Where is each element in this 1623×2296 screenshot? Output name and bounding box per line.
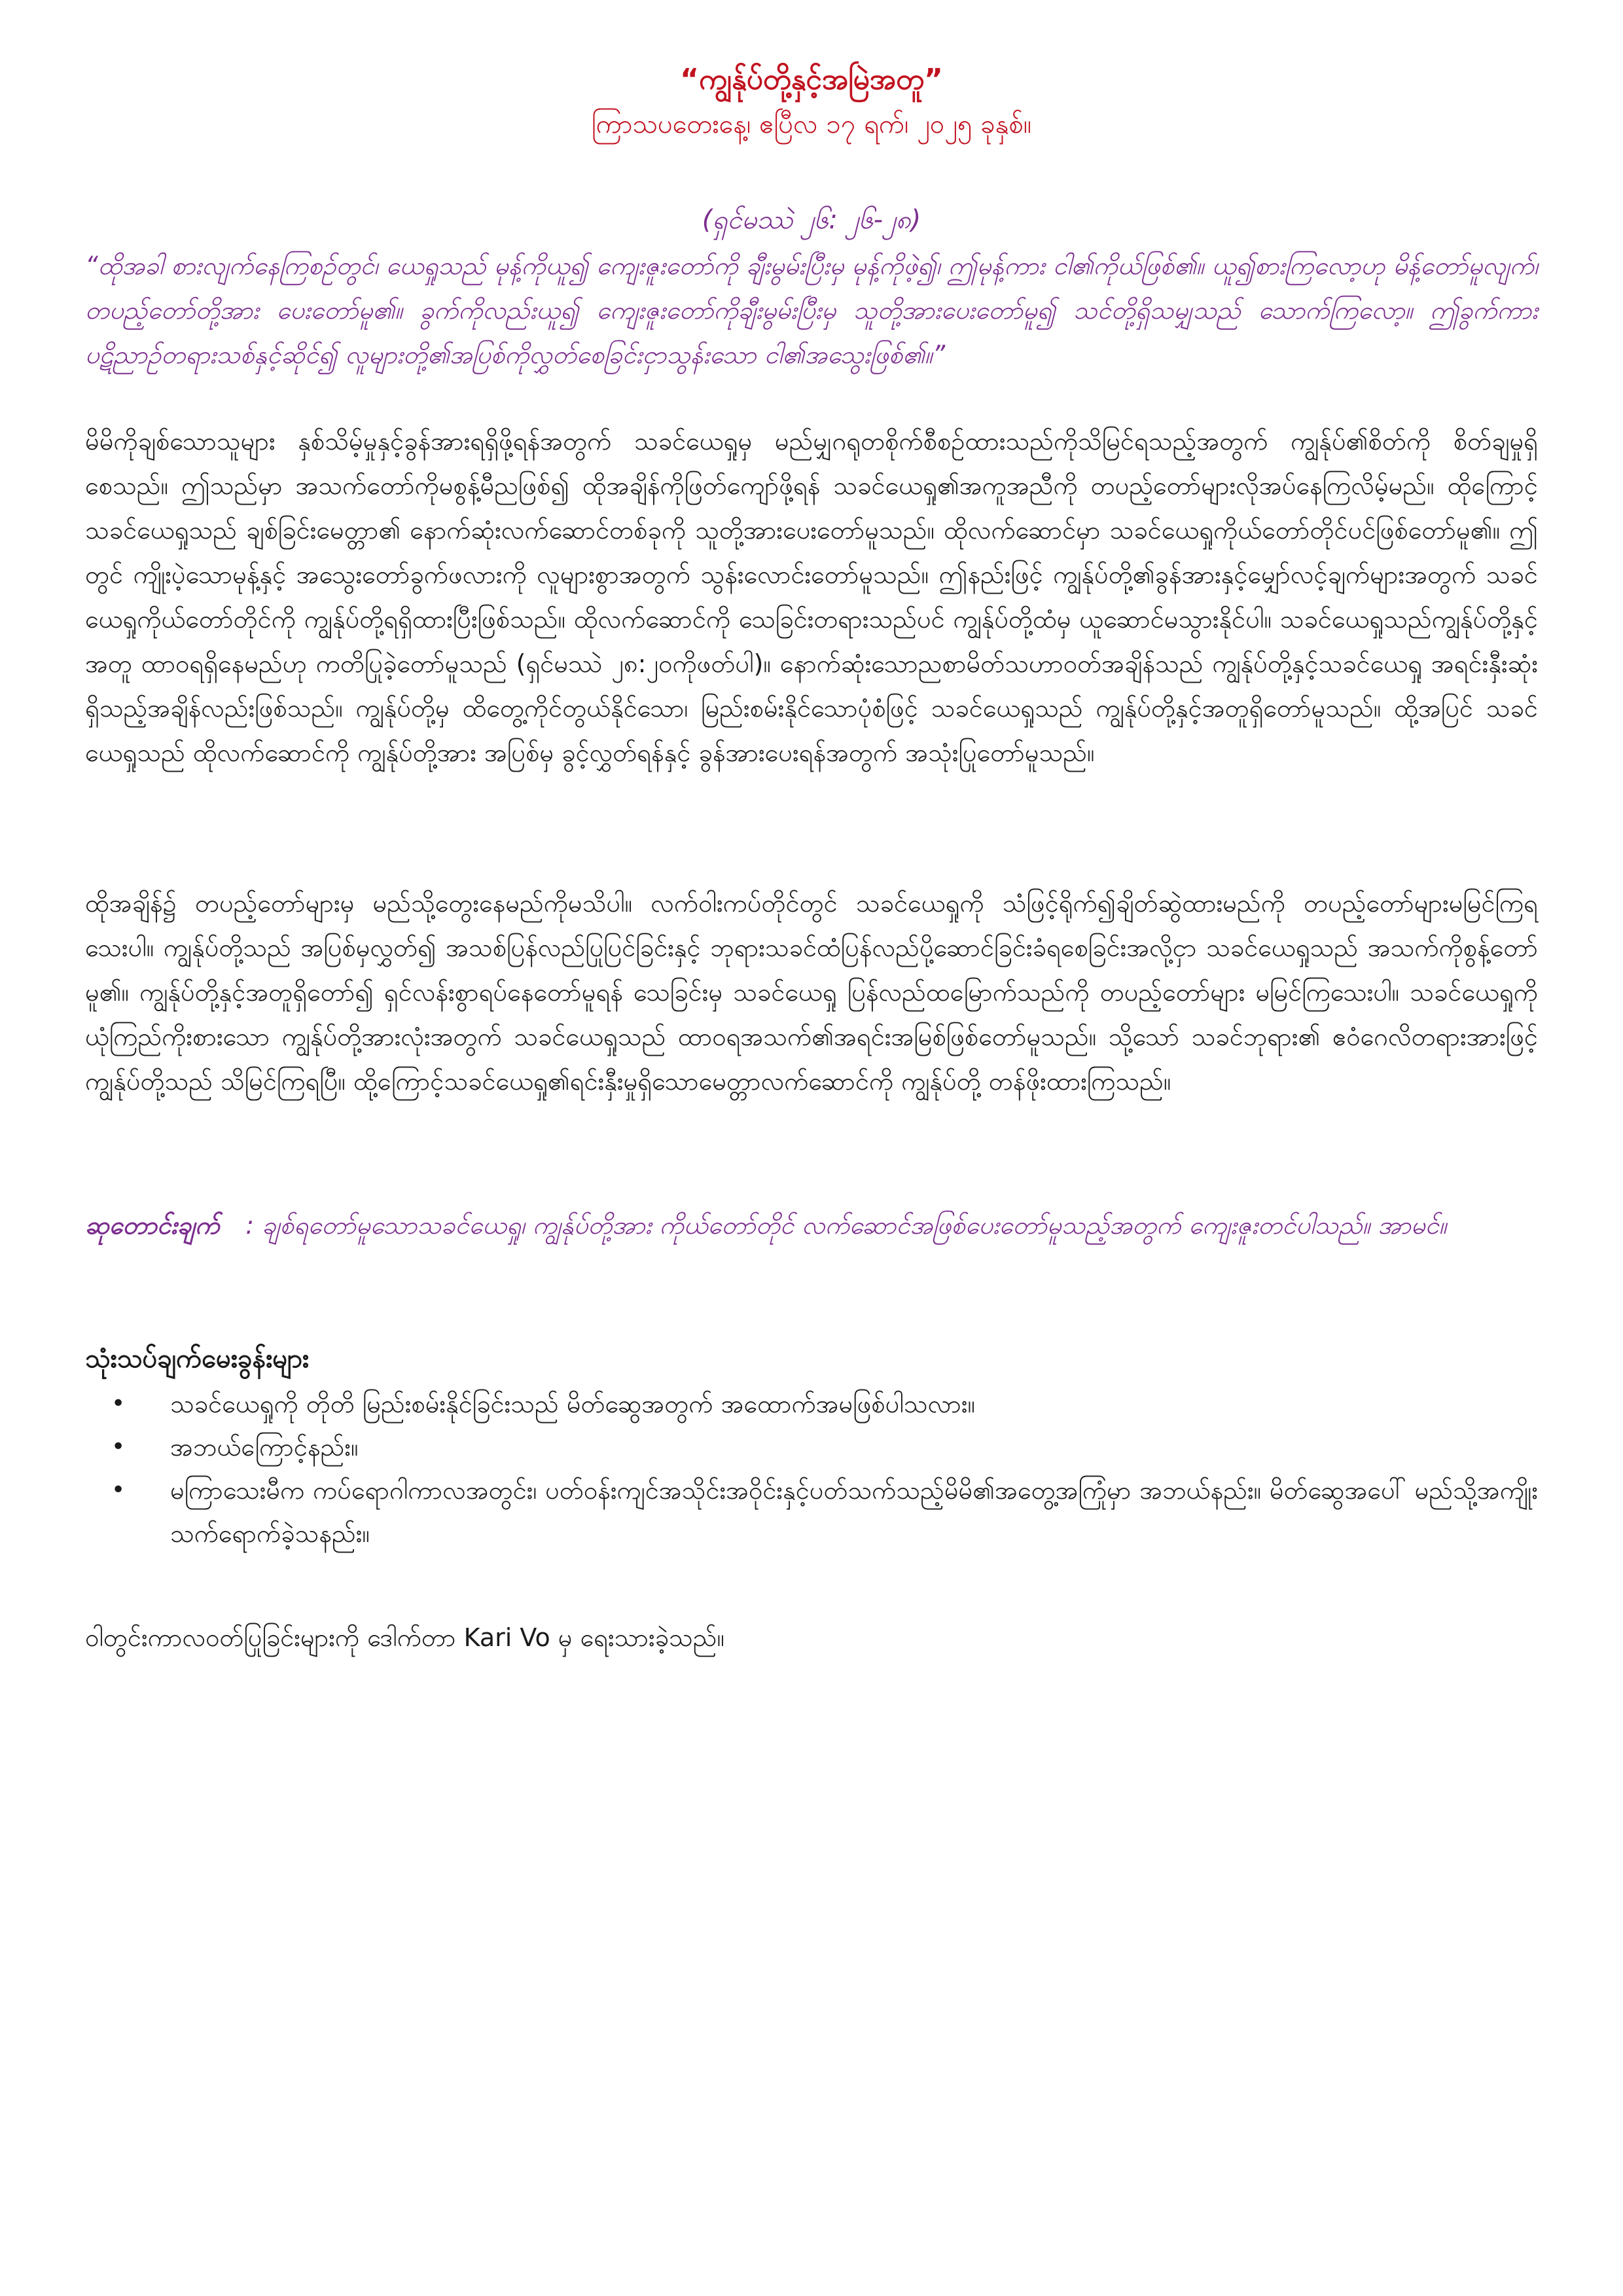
- bullet-icon: •: [111, 1390, 126, 1417]
- list-item: [85, 1426, 1538, 1469]
- page-title: “ကျွန်ုပ်တို့နှင့်အမြဲအတူ”: [680, 63, 943, 96]
- question-text: အဘယ်ကြောင့်နည်း။: [170, 1433, 359, 1462]
- devotion-date: ကြာသပတေးနေ့၊ ဧပြီလ ၁၇ ရက်၊ ၂၀၂၅ ခုနှစ်။: [592, 109, 1031, 139]
- prayer-text: ချစ်ရတော်မူသောသခင်ယေရှု၊ ကျွန်ုပ်တို့အား ကိုယ်တော်တိုင် လက်ဆောင်အဖြစ်ပေးတော်မူသည့်အတွက် ကျေးဇူးတင်ပါသည်။ အာမင်။: [262, 1211, 1447, 1240]
- question-text: မကြာသေးမီက ကပ်ရောဂါကာလအတွင်း၊ ပတ်ဝန်းကျင်အသိုင်းအဝိုင်းနှင့်ပတ်သက်သည့်မိမိ၏အတွေ့အကြုံမှာ အဘယ်နည်း။ မိတ်ဆွေအပေါ် မည်သို့အကျိုးသက်ရောက်ခဲ့သနည်း။: [170, 1476, 1538, 1548]
- reflection-questions-list: [85, 1382, 1538, 1555]
- author-credit: ဝါတွင်းကာလဝတ်ပြုခြင်းများကို ဒေါက်တာ Kari Vo မှ ရေးသားခဲ့သည်။: [85, 1623, 725, 1652]
- scripture-reference: (ရှင်မဿဲ ၂၆: ၂၆-၂၈): [702, 205, 921, 235]
- body-paragraph-1: မိမိကိုချစ်သောသူများ နှစ်သိမ့်မှုနှင့်ခွန်အားရရှိဖို့ရန်အတွက် သခင်ယေရှုမှ မည်မျှဂရုတစိုက်စီစဉ်ထားသည်ကိုသိမြင်ရသည့်အတွက် ကျွန်ုပ်၏စိတ်ကို စိတ်ချမှုရှိစေသည်။ ဤသည်မှာ အသက်တော်ကိုမစွန့်မီညဖြစ်၍ ထိုအချိန်ကိုဖြတ်ကျော်ဖို့ရန် သခင်ယေရှု၏အကူအညီကို တပည့်တော်များလိုအပ်နေကြလိမ့်မည်။ ထိုကြောင့် သခင်ယေရှုသည် ချစ်ခြင်းမေတ္တာ၏ နောက်ဆုံးလက်ဆောင်တစ်ခုကို သူတို့အားပေးတော်မူသည်။ ထိုလက်ဆောင်မှာ သခင်ယေရှုကိုယ်တော်တိုင်ပင်ဖြစ်တော်မူ၏။ ဤတွင် ကျိုးပဲ့သောမုန့်နှင့် အသွေးတော်ခွက်ဖလားကို လူများစွာအတွက် သွန်းလောင်းတော်မူသည်။ ဤနည်းဖြင့် ကျွန်ုပ်တို့၏ခွန်အားနှင့်မျှော်လင့်ချက်များအတွက် သခင်ယေရှုကိုယ်တော်တိုင်ကို ကျွန်ုပ်တို့ရရှိထားပြီးဖြစ်သည်။ ထိုလက်ဆောင်ကို သေခြင်းတရားသည်ပင် ကျွန်ုပ်တို့ထံမှ ယူဆောင်မသွားနိုင်ပါ။ သခင်ယေရှုသည်ကျွန်ုပ်တို့နှင့်အတူ ထာဝရရှိနေမည်ဟု ကတိပြုခဲ့တော်မူသည် (ရှင်မဿဲ ၂၈:၂၀ကိုဖတ်ပါ)။ နောက်ဆုံးသောညစာမိတ်သဟာဝတ်အချိန်သည် ကျွန်ုပ်တို့နှင့်သခင်ယေရှု အရင်းနှီးဆုံးရှိသည့်အချိန်လည်းဖြစ်သည်။ ကျွန်ုပ်တို့မှ ထိတွေ့ကိုင်တွယ်နိုင်သော၊ မြည်းစမ်းနိုင်သောပုံစံဖြင့် သခင်ယေရှုသည် ကျွန်ုပ်တို့နှင့်အတူရှိတော်မူသည်။ ထို့အပြင် သခင်ယေရှုသည် ထိုလက်ဆောင်ကို ကျွန်ုပ်တို့အား အပြစ်မှ ခွင့်လွှတ်ရန်နှင့် ခွန်အားပေးရန်အတွက် အသုံးပြုတော်မူသည်။: [85, 427, 1538, 767]
- list-item: [85, 1469, 1538, 1555]
- question-text: သခင်ယေရှုကို တိုတိ မြည်းစမ်းနိုင်ခြင်းသည် မိတ်ဆွေအတွက် အထောက်အမဖြစ်ပါသလား။: [170, 1390, 976, 1418]
- scripture-quote: “ထိုအခါ စားလျက်နေကြစဉ်တွင်၊ ယေရှုသည် မုန့်ကိုယူ၍ ကျေးဇူးတော်ကို ချီးမွမ်းပြီးမှ မုန့်ကိုဖဲ့၍၊ ဤမုန့်ကား ငါ၏ကိုယ်ဖြစ်၏။ ယူ၍စားကြလော့ဟု မိန့်တော်မူလျက်၊ တပည့်တော်တို့အား ပေးတော်မူ၏။ ခွက်ကိုလည်းယူ၍ ကျေးဇူးတော်ကိုချီးမွမ်းပြီးမှ သူတို့အားပေးတော်မူ၍ သင်တို့ရှိသမျှသည် သောက်ကြလော့။ ဤခွက်ကား ပဋိညာဉ်တရားသစ်နှင့်ဆိုင်၍ လူများတို့၏အပြစ်ကိုလွှတ်စေခြင်းငှာသွန်းသော ငါ၏အသွေးဖြစ်၏။”: [85, 251, 1538, 369]
- body-paragraph-2: ထိုအချိန်၌ တပည့်တော်များမှ မည်သို့တွေးနေမည်ကိုမသိပါ။ လက်ဝါးကပ်တိုင်တွင် သခင်ယေရှုကို သံဖြင့်ရိုက်၍ချိတ်ဆွဲထားမည်ကို တပည့်တော်များမမြင်ကြရသေးပါ။ ကျွန်ုပ်တို့သည် အပြစ်မှလွှတ်၍ အသစ်ပြန်လည်ပြုပြင်ခြင်းနှင့် ဘုရားသခင်ထံပြန်လည်ပို့ဆောင်ခြင်းခံရစေခြင်းအလို့ငှာ သခင်ယေရှုသည် အသက်ကိုစွန့်တော်မူ၏။ ကျွန်ုပ်တို့နှင့်အတူရှိတော်၍ ရှင်လန်းစွာရပ်နေတော်မူရန် သေခြင်းမှ သခင်ယေရှု ပြန်လည်ထမြောက်သည်ကို တပည့်တော်များ မမြင်ကြသေးပါ။ သခင်ယေရှုကို ယုံကြည်ကိုးစားသော ကျွန်ုပ်တို့အားလုံးအတွက် သခင်ယေရှုသည် ထာဝရအသက်၏အရင်းအမြစ်ဖြစ်တော်မူသည်။ သို့သော် သခင်ဘုရား၏ ဧဝံဂေလိတရားအားဖြင့်ကျွန်ုပ်တို့သည် သိမြင်ကြရပြီ။ ထို့ကြောင့်သခင်ယေရှု၏ရင်းနှီးမှုရှိသောမေတ္တာလက်ဆောင်ကို ကျွန်ုပ်တို့ တန်ဖိုးထားကြသည်။: [85, 889, 1538, 1096]
- prayer-separator: :: [245, 1211, 255, 1240]
- prayer-label: ဆုတောင်းချက်: [85, 1211, 220, 1240]
- bullet-icon: •: [111, 1477, 126, 1503]
- list-item: [85, 1382, 1538, 1426]
- bullet-icon: •: [111, 1433, 126, 1460]
- prayer-block: [85, 1203, 1538, 1247]
- reflection-questions-heading: သုံးသပ်ချက်မေးခွန်းများ: [85, 1344, 310, 1374]
